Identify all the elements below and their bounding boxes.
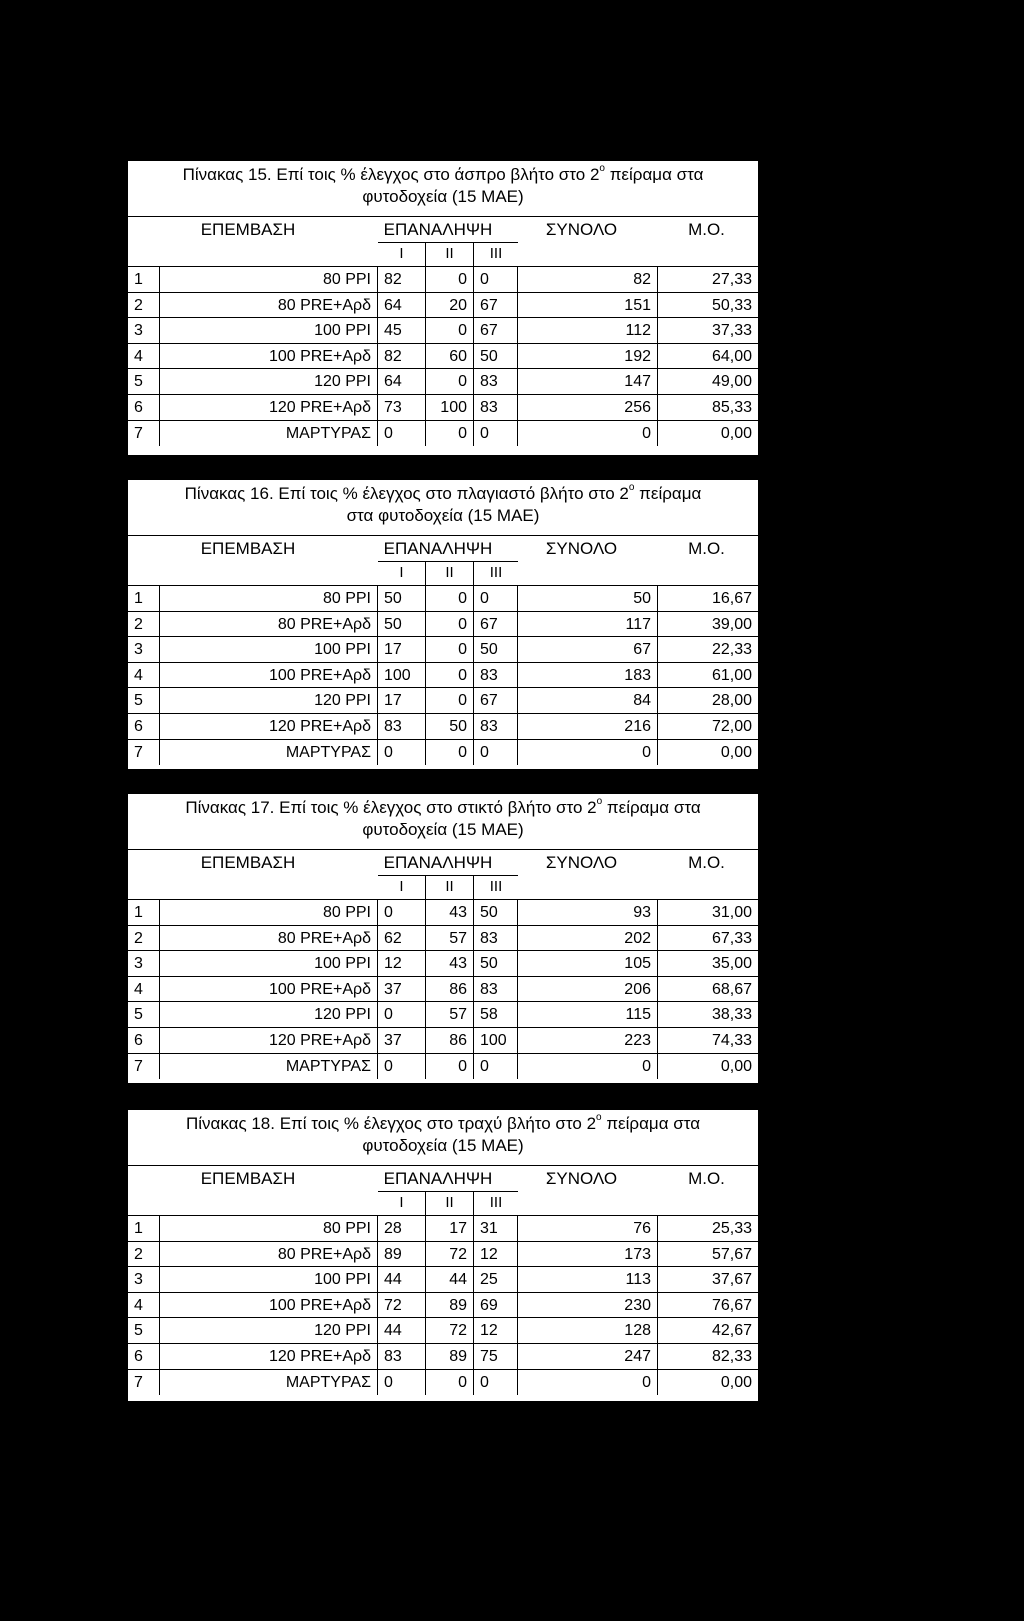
replication-1-cell: 0 [378,1370,426,1396]
caption-line-2: φυτοδοχεία (15 ΜΑΕ) [362,187,524,206]
mean-cell: 0,00 [720,1373,752,1391]
header-treatment: ΕΠΕΜΒΑΣΗ [200,220,296,239]
replication-2-cell: 100 [426,395,474,420]
total-cell: 128 [518,1318,658,1343]
row-number: 4 [128,977,160,1002]
header-row [128,536,758,561]
total-cell: 151 [518,293,658,318]
caption-text-end: πείραμα [634,484,702,503]
replication-3-cell: 0 [474,1370,518,1396]
replication-3-cell: 67 [474,293,518,318]
replication-1-cell: 44 [378,1267,426,1292]
mean-cell: 39,00 [711,615,752,633]
replication-3-cell: 83 [474,926,518,951]
total-cell: 82 [518,267,658,292]
replication-1-cell: 64 [378,293,426,318]
replication-3-cell: 58 [474,1002,518,1027]
mean-cell: 85,33 [711,398,752,416]
table-row [128,1054,758,1080]
replication-3-cell: 83 [474,369,518,394]
row-number: 2 [128,926,160,951]
mean-cell: 0,00 [720,743,752,761]
total-cell: 216 [518,714,658,739]
table-row [128,1267,758,1293]
mean-cell: 38,33 [711,1006,752,1024]
replication-label: I [378,1192,426,1215]
row-number: 5 [128,1002,160,1027]
replication-1-cell: 0 [378,740,426,766]
table-caption [128,480,758,536]
total-cell: 256 [518,395,658,420]
caption-line-2: φυτοδοχεία (15 ΜΑΕ) [362,820,524,839]
caption-text: Πίνακας 17. Επί τοις % έλεγχος στο στικτό βλήτο στο 2 [185,798,597,817]
caption-superscript: ο [596,1112,602,1123]
table-body [128,586,758,765]
mean-cell: 0,00 [720,1057,752,1075]
replication-3-cell: 83 [474,714,518,739]
total-cell: 173 [518,1242,658,1267]
total-cell: 50 [518,586,658,611]
replication-label: I [378,876,426,899]
mean-cell: 76,67 [711,1296,752,1314]
header-replication: ΕΠΑΝΑΛΗΨΗ [383,539,493,558]
replication-2-cell: 0 [426,421,474,447]
treatment-cell: 80 PRE+Αρδ [160,926,378,951]
mean-cell: 67,33 [711,929,752,947]
row-number: 7 [128,740,160,766]
treatment-cell: 100 PRE+Αρδ [160,977,378,1002]
header-treatment: ΕΠΕΜΒΑΣΗ [200,539,296,558]
row-number: 1 [128,267,160,292]
replication-2-cell: 0 [426,318,474,343]
table-row [128,395,758,421]
treatment-cell: 100 PRE+Αρδ [160,1293,378,1318]
table-row [128,612,758,638]
caption-text: Πίνακας 15. Επί τοις % έλεγχος στο άσπρο βλήτο στο 2 [182,165,600,184]
row-number: 1 [128,1216,160,1241]
mean-cell: 68,67 [711,980,752,998]
replication-2-cell: 89 [426,1344,474,1369]
table-row [128,1002,758,1028]
replication-2-cell: 86 [426,1028,474,1053]
replication-label: II [426,876,474,899]
mean-cell: 82,33 [711,1347,752,1365]
mean-cell: 49,00 [711,373,752,391]
replication-3-cell: 83 [474,977,518,1002]
replication-1-cell: 17 [378,688,426,713]
replication-3-cell: 50 [474,900,518,925]
treatment-cell: 100 PPI [160,1267,378,1292]
treatment-cell: 120 PPI [160,369,378,394]
treatment-cell: 80 PPI [160,267,378,292]
treatment-cell: 120 PPI [160,1318,378,1343]
treatment-cell: 80 PPI [160,900,378,925]
replication-2-cell: 0 [426,740,474,766]
header-row [128,217,758,242]
mean-cell: 22,33 [711,641,752,659]
header-row [128,850,758,875]
total-cell: 206 [518,977,658,1002]
treatment-cell: 80 PPI [160,586,378,611]
caption-superscript: ο [599,163,605,174]
mean-cell: 37,67 [711,1271,752,1289]
replication-2-cell: 57 [426,926,474,951]
row-number: 6 [128,1344,160,1369]
treatment-cell: 80 PRE+Αρδ [160,293,378,318]
table-row [128,1318,758,1344]
total-cell: 202 [518,926,658,951]
table-row [128,637,758,663]
mean-cell: 64,00 [711,347,752,365]
replication-2-cell: 20 [426,293,474,318]
caption-superscript: ο [596,796,603,807]
replication-2-cell: 0 [426,637,474,662]
replication-2-cell: 0 [426,1054,474,1080]
replication-label: I [378,562,426,585]
mean-cell: 16,67 [711,590,752,607]
replication-3-cell: 50 [474,344,518,369]
replication-2-cell: 86 [426,977,474,1002]
total-cell: 0 [518,1054,658,1080]
replication-3-cell: 0 [474,740,518,766]
mean-cell: 50,33 [711,296,752,314]
row-number: 2 [128,293,160,318]
replication-3-cell: 0 [474,421,518,447]
mean-cell: 37,33 [711,322,752,340]
table-row [128,688,758,714]
replication-subheader [128,875,758,900]
row-number: 5 [128,688,160,713]
total-cell: 247 [518,1344,658,1369]
replication-2-cell: 50 [426,714,474,739]
replication-1-cell: 83 [378,1344,426,1369]
table-row [128,421,758,447]
total-cell: 84 [518,688,658,713]
total-cell: 0 [518,740,658,766]
treatment-cell: 120 PPI [160,1002,378,1027]
treatment-cell: 80 PRE+Αρδ [160,1242,378,1267]
row-number: 5 [128,1318,160,1343]
replication-3-cell: 50 [474,637,518,662]
total-cell: 230 [518,1293,658,1318]
table-row [128,369,758,395]
caption-line-2: στα φυτοδοχεία (15 ΜΑΕ) [346,506,540,525]
replication-subheader [128,242,758,267]
row-number: 7 [128,421,160,447]
replication-1-cell: 50 [378,586,426,611]
header-treatment: ΕΠΕΜΒΑΣΗ [200,853,296,872]
replication-1-cell: 0 [378,900,426,925]
table-row [128,740,758,766]
replication-3-cell: 83 [474,395,518,420]
table-row [128,1370,758,1396]
table-row [128,900,758,926]
treatment-cell: 100 PPI [160,318,378,343]
treatment-cell: 100 PPI [160,637,378,662]
replication-3-cell: 100 [474,1028,518,1053]
header-total: ΣΥΝΟΛΟ [545,853,618,872]
replication-1-cell: 44 [378,1318,426,1343]
treatment-cell: 100 PRE+Αρδ [160,344,378,369]
total-cell: 183 [518,663,658,688]
mean-cell: 27,33 [711,271,752,288]
replication-1-cell: 100 [378,663,426,688]
header-total: ΣΥΝΟΛΟ [545,539,618,558]
table-row [128,977,758,1003]
replication-1-cell: 0 [378,421,426,447]
total-cell: 113 [518,1267,658,1292]
treatment-cell: 100 PPI [160,951,378,976]
replication-1-cell: 0 [378,1002,426,1027]
replication-label: III [489,245,503,262]
replication-1-cell: 37 [378,1028,426,1053]
replication-1-cell: 62 [378,926,426,951]
table-15 [127,160,759,456]
header-total: ΣΥΝΟΛΟ [545,220,618,239]
table-caption [128,1110,758,1166]
row-number: 7 [128,1370,160,1396]
replication-1-cell: 73 [378,395,426,420]
replication-2-cell: 17 [426,1216,474,1241]
replication-2-cell: 0 [426,267,474,292]
mean-cell: 35,00 [711,955,752,973]
header-total: ΣΥΝΟΛΟ [545,1169,618,1188]
mean-cell: 0,00 [720,424,752,442]
caption-line-2: φυτοδοχεία (15 ΜΑΕ) [362,1136,524,1155]
replication-subheader [128,1191,758,1216]
table-row [128,951,758,977]
header-mean: Μ.Ο. [688,220,725,239]
replication-1-cell: 37 [378,977,426,1002]
replication-1-cell: 82 [378,267,426,292]
total-cell: 115 [518,1002,658,1027]
caption-text-end: πείραμα στα [601,1114,701,1133]
table-row [128,267,758,293]
table-body [128,900,758,1079]
treatment-cell: 120 PRE+Αρδ [160,1344,378,1369]
replication-1-cell: 72 [378,1293,426,1318]
row-number: 3 [128,951,160,976]
table-body [128,267,758,446]
replication-1-cell: 89 [378,1242,426,1267]
total-cell: 223 [518,1028,658,1053]
mean-cell: 31,00 [711,904,752,921]
replication-3-cell: 12 [474,1318,518,1343]
total-cell: 76 [518,1216,658,1241]
replication-3-cell: 0 [474,1054,518,1080]
row-number: 7 [128,1054,160,1080]
replication-2-cell: 0 [426,1370,474,1396]
replication-3-cell: 67 [474,688,518,713]
row-number: 1 [128,586,160,611]
table-row [128,293,758,319]
replication-3-cell: 67 [474,612,518,637]
replication-label: I [378,243,426,266]
caption-text-end: πείραμα στα [602,798,701,817]
total-cell: 105 [518,951,658,976]
replication-3-cell: 25 [474,1267,518,1292]
treatment-cell: 100 PRE+Αρδ [160,663,378,688]
replication-1-cell: 28 [378,1216,426,1241]
replication-1-cell: 45 [378,318,426,343]
header-mean: Μ.Ο. [688,853,725,872]
replication-3-cell: 12 [474,1242,518,1267]
treatment-cell: ΜΑΡΤΥΡΑΣ [160,1054,378,1080]
replication-2-cell: 72 [426,1242,474,1267]
table-16 [127,479,759,770]
mean-cell: 25,33 [711,1220,752,1237]
row-number: 1 [128,900,160,925]
replication-1-cell: 17 [378,637,426,662]
caption-text-end: πείραμα στα [604,165,704,184]
replication-3-cell: 69 [474,1293,518,1318]
total-cell: 0 [518,1370,658,1396]
replication-subheader [128,561,758,586]
mean-cell: 61,00 [711,666,752,684]
table-row [128,1293,758,1319]
replication-label: II [426,1192,474,1215]
table-17 [127,793,759,1084]
total-cell: 93 [518,900,658,925]
row-number: 5 [128,369,160,394]
row-number: 6 [128,1028,160,1053]
treatment-cell: ΜΑΡΤΥΡΑΣ [160,1370,378,1396]
header-replication: ΕΠΑΝΑΛΗΨΗ [383,853,493,872]
table-body [128,1216,758,1395]
caption-text: Πίνακας 18. Επί τοις % έλεγχος στο τραχύ βλήτο στο 2 [185,1114,597,1133]
row-number: 3 [128,1267,160,1292]
replication-label: II [426,243,474,266]
table-row [128,663,758,689]
treatment-cell: 80 PPI [160,1216,378,1241]
replication-3-cell: 83 [474,663,518,688]
treatment-cell: 120 PPI [160,688,378,713]
row-number: 3 [128,318,160,343]
mean-cell: 42,67 [711,1322,752,1340]
treatment-cell: 120 PRE+Αρδ [160,395,378,420]
table-row [128,1216,758,1242]
replication-3-cell: 0 [474,586,518,611]
mean-cell: 57,67 [711,1245,752,1263]
row-number: 2 [128,612,160,637]
treatment-cell: 120 PRE+Αρδ [160,1028,378,1053]
replication-1-cell: 12 [378,951,426,976]
row-number: 4 [128,1293,160,1318]
replication-3-cell: 50 [474,951,518,976]
mean-cell: 72,00 [711,717,752,735]
replication-1-cell: 50 [378,612,426,637]
treatment-cell: ΜΑΡΤΥΡΑΣ [160,740,378,766]
replication-2-cell: 0 [426,612,474,637]
replication-1-cell: 0 [378,1054,426,1080]
replication-1-cell: 83 [378,714,426,739]
mean-cell: 28,00 [711,692,752,710]
replication-2-cell: 57 [426,1002,474,1027]
total-cell: 147 [518,369,658,394]
row-number: 3 [128,637,160,662]
replication-label: III [489,564,503,581]
treatment-cell: 120 PRE+Αρδ [160,714,378,739]
replication-2-cell: 72 [426,1318,474,1343]
table-18 [127,1109,759,1402]
header-treatment: ΕΠΕΜΒΑΣΗ [200,1169,296,1188]
replication-3-cell: 75 [474,1344,518,1369]
total-cell: 192 [518,344,658,369]
replication-label: II [426,562,474,585]
replication-2-cell: 89 [426,1293,474,1318]
row-number: 4 [128,663,160,688]
row-number: 6 [128,714,160,739]
row-number: 2 [128,1242,160,1267]
treatment-cell: ΜΑΡΤΥΡΑΣ [160,421,378,447]
replication-2-cell: 44 [426,1267,474,1292]
replication-2-cell: 0 [426,688,474,713]
header-replication: ΕΠΑΝΑΛΗΨΗ [383,220,493,239]
table-row [128,1028,758,1054]
treatment-cell: 80 PRE+Αρδ [160,612,378,637]
total-cell: 117 [518,612,658,637]
replication-2-cell: 43 [426,900,474,925]
total-cell: 67 [518,637,658,662]
replication-label: III [489,1194,503,1211]
header-replication: ΕΠΑΝΑΛΗΨΗ [383,1169,493,1188]
row-number: 4 [128,344,160,369]
replication-2-cell: 0 [426,663,474,688]
table-row [128,344,758,370]
header-row [128,1166,758,1191]
replication-3-cell: 31 [474,1216,518,1241]
header-mean: Μ.Ο. [688,1169,725,1188]
table-caption [128,161,758,217]
table-row [128,586,758,612]
table-row [128,1242,758,1268]
total-cell: 112 [518,318,658,343]
replication-2-cell: 60 [426,344,474,369]
replication-2-cell: 43 [426,951,474,976]
replication-1-cell: 64 [378,369,426,394]
caption-superscript: ο [628,482,635,493]
table-caption [128,794,758,850]
row-number: 6 [128,395,160,420]
replication-2-cell: 0 [426,586,474,611]
caption-text: Πίνακας 16. Επί τοις % έλεγχος στο πλαγιαστό βλήτο στο 2 [184,484,629,503]
table-row [128,926,758,952]
table-row [128,318,758,344]
replication-3-cell: 67 [474,318,518,343]
table-row [128,1344,758,1370]
replication-1-cell: 82 [378,344,426,369]
replication-2-cell: 0 [426,369,474,394]
table-row [128,714,758,740]
replication-label: III [489,878,503,895]
total-cell: 0 [518,421,658,447]
replication-3-cell: 0 [474,267,518,292]
header-mean: Μ.Ο. [688,539,725,558]
mean-cell: 74,33 [711,1031,752,1049]
